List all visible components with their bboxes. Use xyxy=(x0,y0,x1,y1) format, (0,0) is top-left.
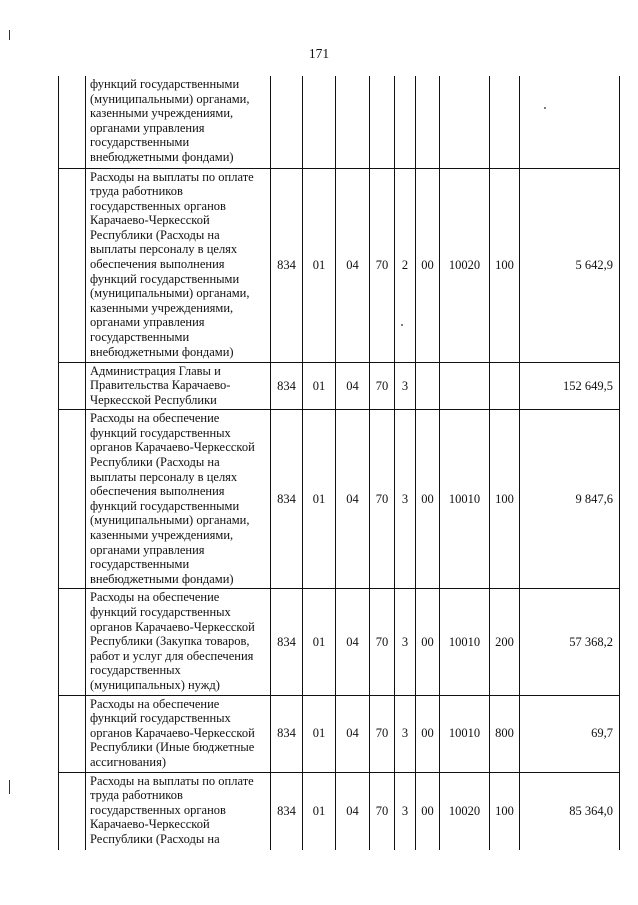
description-line: Республики (Расходы на xyxy=(90,831,220,846)
admin-code-cell: 834 xyxy=(271,410,303,589)
expense-type-cell: 100 xyxy=(490,168,520,362)
admin-code-cell: 834 xyxy=(271,362,303,410)
description-line: казенными учреждениями, xyxy=(90,528,234,543)
subprogram-cell: 3 xyxy=(395,695,416,772)
section-cell: 01 xyxy=(303,168,336,362)
target-article-cell xyxy=(440,362,490,410)
subsection-cell xyxy=(336,76,370,168)
table-row xyxy=(59,76,620,168)
index-cell xyxy=(59,410,86,589)
target-article-cell: 10020 xyxy=(440,168,490,362)
budget-table-body xyxy=(59,76,620,850)
index-cell xyxy=(59,695,86,772)
direction-cell: 00 xyxy=(416,168,440,362)
description-line: выплаты персоналу в целях xyxy=(90,469,238,484)
description-line: обеспечения выполнения xyxy=(90,257,225,272)
description-cell xyxy=(86,362,271,410)
binding-mark-top xyxy=(9,30,10,40)
description-line: Правительства Карачаево- xyxy=(90,378,231,393)
program-cell: 70 xyxy=(370,362,395,410)
program-cell xyxy=(370,76,395,168)
table-row xyxy=(59,772,620,850)
description-line: государственных xyxy=(90,663,181,678)
target-article-cell: 10010 xyxy=(440,410,490,589)
subprogram-cell: 3 xyxy=(395,589,416,695)
section-cell: 01 xyxy=(303,589,336,695)
subsection-cell: 04 xyxy=(336,362,370,410)
subsection-cell: 04 xyxy=(336,410,370,589)
table-row xyxy=(59,410,620,589)
description-line: государственными xyxy=(90,557,190,572)
expense-type-cell: 100 xyxy=(490,772,520,850)
amount-cell: 85 364,0 xyxy=(520,772,620,850)
subprogram-cell: 2 xyxy=(395,168,416,362)
description-cell xyxy=(86,410,271,589)
target-article-cell: 10010 xyxy=(440,695,490,772)
description-cell xyxy=(86,76,271,168)
program-cell: 70 xyxy=(370,168,395,362)
admin-code-cell: 834 xyxy=(271,772,303,850)
section-cell: 01 xyxy=(303,410,336,589)
index-cell xyxy=(59,362,86,410)
description-line: (муниципальными) органами, xyxy=(90,286,250,301)
table-row xyxy=(59,589,620,695)
description-line: обеспечения выполнения xyxy=(90,484,225,499)
description-line: государственных органов xyxy=(90,198,226,213)
description-line: Карачаево-Черкесской xyxy=(90,817,210,832)
direction-cell xyxy=(416,76,440,168)
direction-cell xyxy=(416,362,440,410)
binding-mark-bottom xyxy=(9,780,10,794)
subprogram-cell xyxy=(395,76,416,168)
description-line: Расходы на выплаты по оплате xyxy=(90,773,254,788)
description-line: выплаты персоналу в целях xyxy=(90,242,238,257)
description-line: Администрация Главы и xyxy=(90,363,221,378)
admin-code-cell: 834 xyxy=(271,695,303,772)
index-cell xyxy=(59,76,86,168)
scan-speck xyxy=(544,107,546,109)
admin-code-cell: 834 xyxy=(271,168,303,362)
index-cell xyxy=(59,589,86,695)
program-cell: 70 xyxy=(370,695,395,772)
amount-cell xyxy=(520,76,620,168)
subprogram-cell: 3 xyxy=(395,362,416,410)
direction-cell: 00 xyxy=(416,410,440,589)
description-line: работ и услуг для обеспечения xyxy=(90,648,254,663)
description-line: функций государственных xyxy=(90,425,231,440)
description-line: органов Карачаево-Черкесской xyxy=(90,725,255,740)
description-line: органами управления xyxy=(90,542,205,557)
description-line: внебюджетными фондами) xyxy=(90,344,234,359)
description-line: труда работников xyxy=(90,788,183,803)
description-line: Расходы на обеспечение xyxy=(90,590,220,605)
description-line: органами управления xyxy=(90,315,205,330)
description-line: Расходы на обеспечение xyxy=(90,411,220,426)
table-row xyxy=(59,695,620,772)
description-line: функций государственных xyxy=(90,605,231,619)
amount-cell: 5 642,9 xyxy=(520,168,620,362)
admin-code-cell xyxy=(271,76,303,168)
description-line: функций государственными xyxy=(90,271,240,286)
section-cell xyxy=(303,76,336,168)
expense-type-cell xyxy=(490,76,520,168)
amount-cell: 9 847,6 xyxy=(520,410,620,589)
description-line: Расходы на выплаты по оплате xyxy=(90,169,254,184)
direction-cell: 00 xyxy=(416,695,440,772)
program-cell: 70 xyxy=(370,410,395,589)
section-cell: 01 xyxy=(303,362,336,410)
description-line: (муниципальных) нужд) xyxy=(90,677,220,692)
subsection-cell: 04 xyxy=(336,168,370,362)
section-cell: 01 xyxy=(303,772,336,850)
description-line: труда работников xyxy=(90,184,183,199)
description-line: Республики (Расходы на xyxy=(90,455,220,470)
description-line: функций государственными xyxy=(90,498,240,513)
description-line: органов Карачаево-Черкесской xyxy=(90,619,255,634)
table-row xyxy=(59,168,620,362)
amount-cell: 69,7 xyxy=(520,695,620,772)
admin-code-cell: 834 xyxy=(271,589,303,695)
program-cell: 70 xyxy=(370,772,395,850)
amount-cell: 152 649,5 xyxy=(520,362,620,410)
description-line: (муниципальными) органами, xyxy=(90,91,250,106)
description-cell xyxy=(86,695,271,772)
description-line: функций государственными xyxy=(90,77,240,91)
description-line: казенными учреждениями, xyxy=(90,300,234,315)
description-line: функций государственных xyxy=(90,711,231,726)
description-cell xyxy=(86,772,271,850)
description-cell xyxy=(86,168,271,362)
expense-type-cell xyxy=(490,362,520,410)
description-line: внебюджетными фондами) xyxy=(90,149,234,164)
description-cell xyxy=(86,589,271,695)
description-line: Черкесской Республики xyxy=(90,392,217,407)
amount-cell: 57 368,2 xyxy=(520,589,620,695)
page-number: 171 xyxy=(308,46,330,61)
description-line: Республики (Иные бюджетные xyxy=(90,740,255,755)
description-line: ассигнования) xyxy=(90,754,166,769)
budget-table xyxy=(58,76,620,850)
description-line: государственных органов xyxy=(90,802,226,817)
subsection-cell: 04 xyxy=(336,589,370,695)
description-line: Расходы на обеспечение xyxy=(90,696,220,711)
description-line: органов Карачаево-Черкесской xyxy=(90,440,255,455)
program-cell: 70 xyxy=(370,589,395,695)
description-line: Республики (Расходы на xyxy=(90,227,220,242)
description-line: Республики (Закупка товаров, xyxy=(90,634,250,649)
description-line: внебюджетными фондами) xyxy=(90,571,234,586)
direction-cell: 00 xyxy=(416,589,440,695)
description-line: (муниципальными) органами, xyxy=(90,513,250,528)
expense-type-cell: 800 xyxy=(490,695,520,772)
description-line: государственными xyxy=(90,135,190,150)
subsection-cell: 04 xyxy=(336,772,370,850)
target-article-cell: 10010 xyxy=(440,589,490,695)
target-article-cell: 10020 xyxy=(440,772,490,850)
subprogram-cell: 3 xyxy=(395,410,416,589)
subsection-cell: 04 xyxy=(336,695,370,772)
description-line: Карачаево-Черкесской xyxy=(90,213,210,228)
index-cell xyxy=(59,772,86,850)
target-article-cell xyxy=(440,76,490,168)
index-cell xyxy=(59,168,86,362)
table-row xyxy=(59,362,620,410)
description-line: органами управления xyxy=(90,120,205,135)
description-line: казенными учреждениями, xyxy=(90,106,234,121)
expense-type-cell: 200 xyxy=(490,589,520,695)
scan-speck xyxy=(401,324,403,326)
description-line: государственными xyxy=(90,330,190,345)
direction-cell: 00 xyxy=(416,772,440,850)
section-cell: 01 xyxy=(303,695,336,772)
subprogram-cell: 3 xyxy=(395,772,416,850)
expense-type-cell: 100 xyxy=(490,410,520,589)
